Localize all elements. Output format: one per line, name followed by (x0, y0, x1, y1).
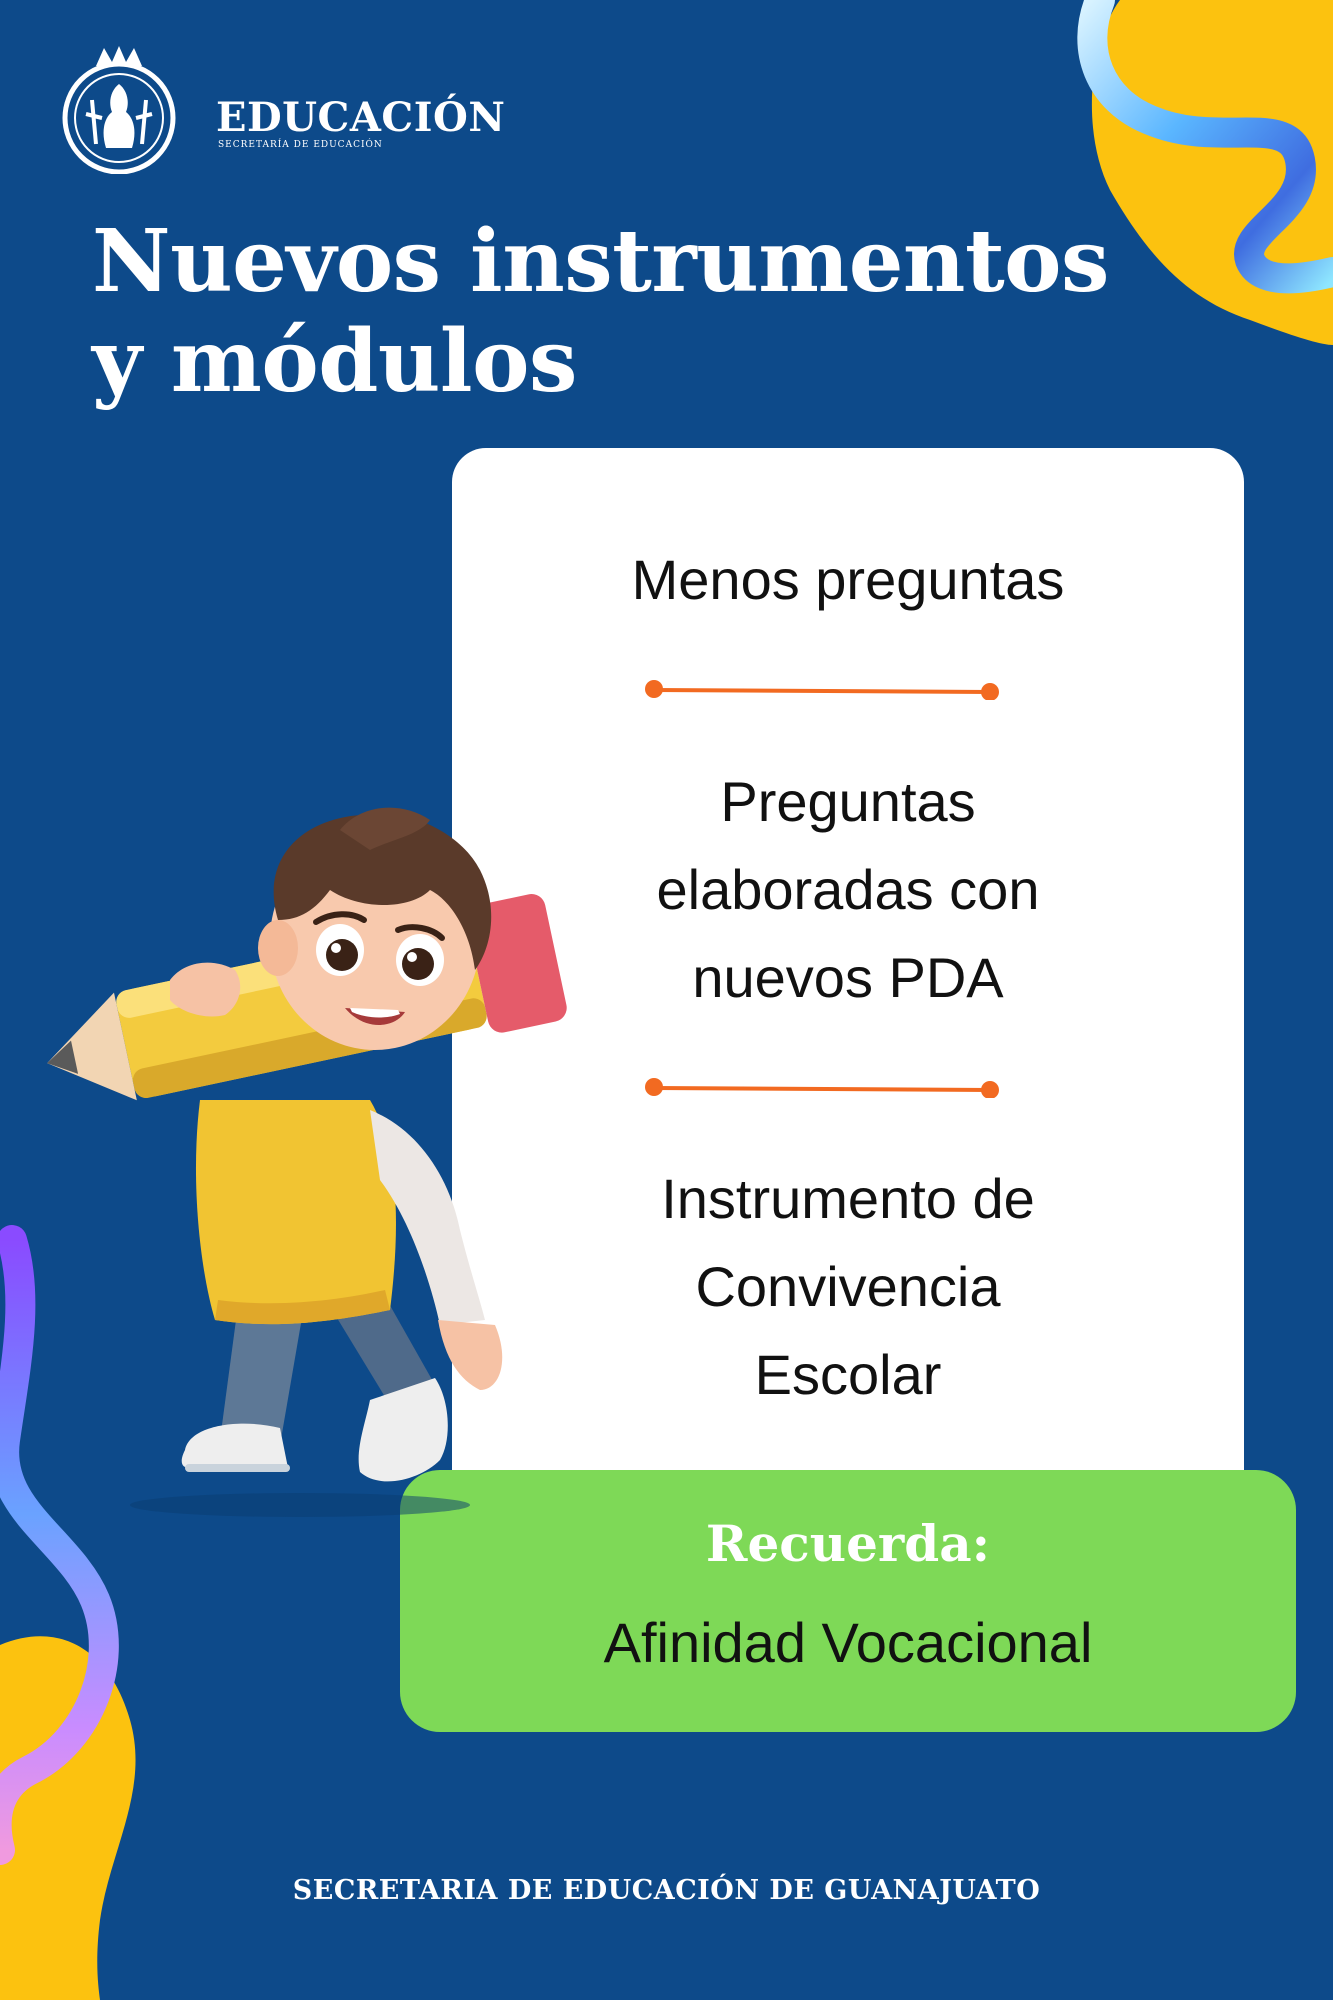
feature-3-line-2: Convivencia (695, 1255, 1001, 1318)
state-seal-icon (56, 44, 182, 174)
feature-2-line-1: Preguntas (720, 770, 976, 833)
education-logo (56, 44, 506, 174)
reminder-text: Afinidad Vocacional (603, 1611, 1093, 1674)
title-line-2: y módulos (92, 311, 577, 412)
logo-title: EDUCACIÓN (216, 94, 506, 141)
feature-2-line-2: elaboradas con (656, 858, 1040, 921)
feature-3-line-3: Escolar (754, 1343, 942, 1406)
page-title (92, 211, 1109, 412)
bottom-left-yellow-blob (0, 1636, 136, 2000)
orange-divider (644, 1078, 1000, 1098)
feature-3-line-1: Instrumento de (661, 1167, 1035, 1230)
footer-text: SECRETARIA DE EDUCACIÓN DE GUANAJUATO (292, 1875, 1041, 1906)
reminder-title: Recuerda: (705, 1514, 991, 1573)
boy-with-pencil-illustration (40, 800, 600, 1520)
feature-1-line-1: Menos preguntas (631, 548, 1065, 611)
orange-divider (644, 680, 1000, 700)
feature-2-line-3: nuevos PDA (692, 946, 1004, 1009)
feature-item-1 (452, 536, 1244, 624)
title-line-1: Nuevos instrumentos (92, 211, 1109, 312)
logo-subtitle: SECRETARÍA DE EDUCACIÓN (218, 140, 383, 150)
